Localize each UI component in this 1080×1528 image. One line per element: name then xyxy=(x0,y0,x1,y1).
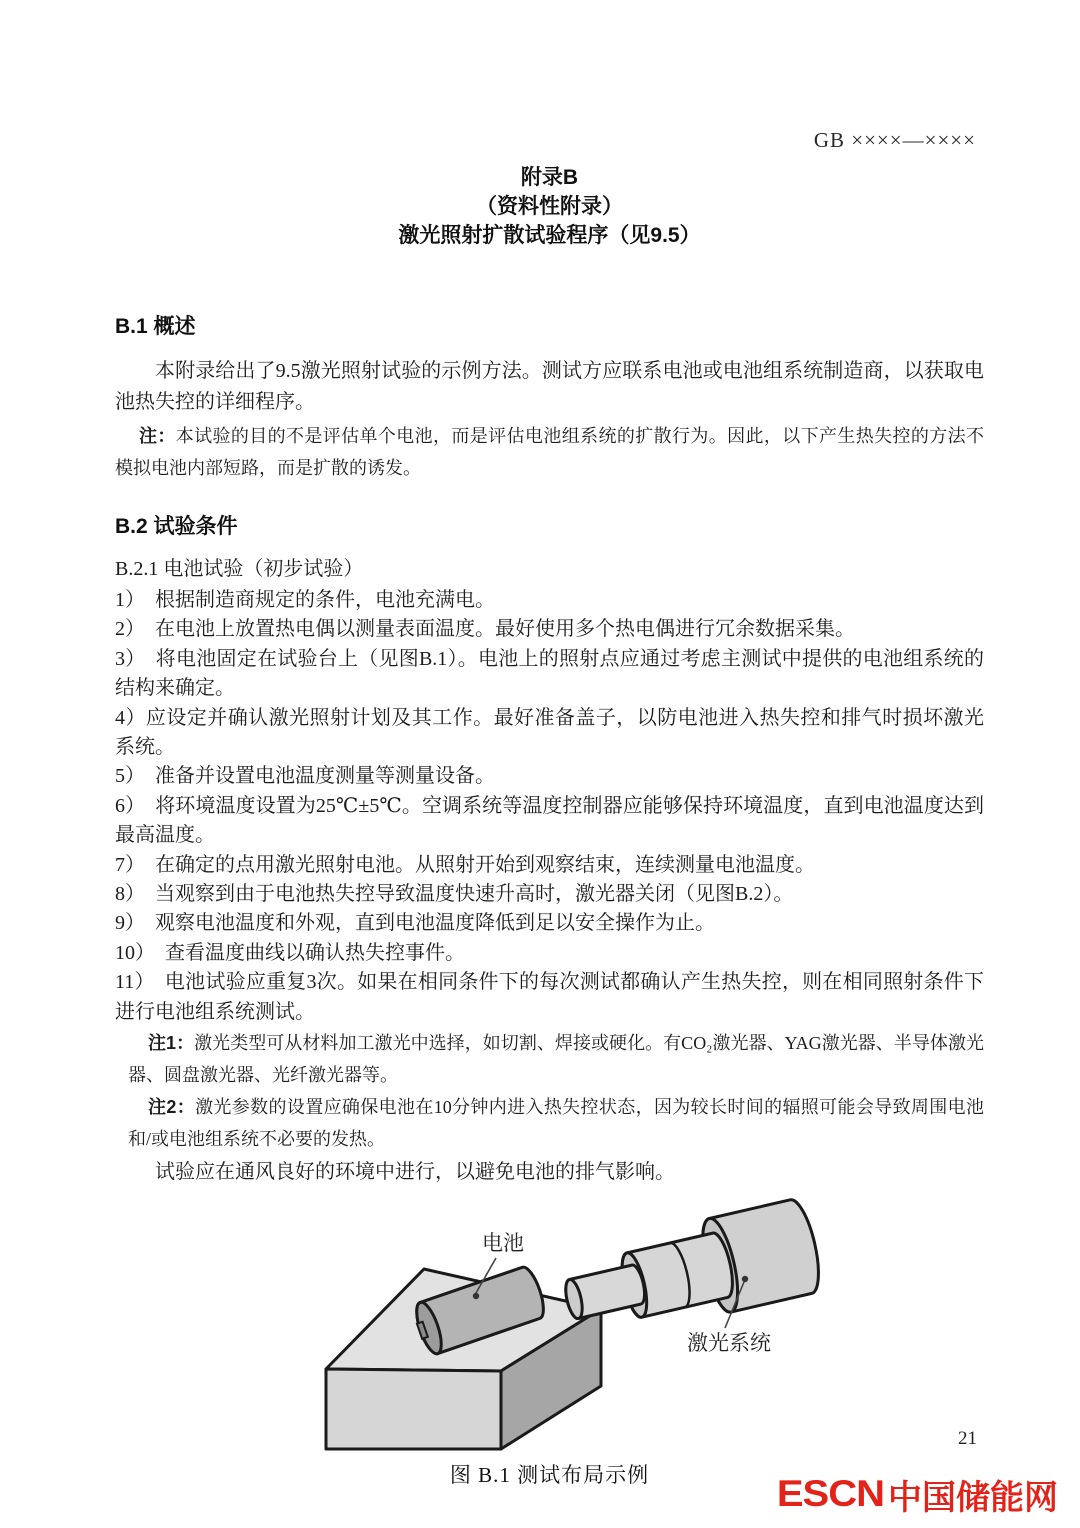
b1-paragraph: 本附录给出了9.5激光照射试验的示例方法。测试方应联系电池或电池组系统制造商，以获取电池热失控的详细程序。 xyxy=(115,360,984,413)
subheading-b21: B.2.1 电池试验（初步试验） xyxy=(115,558,364,580)
list-item: 9） 观察电池温度和外观，直到电池温度降低到足以安全操作为止。 xyxy=(115,912,715,935)
list-item: 11） 电池试验应重复3次。如果在相同条件下的每次测试都确认产生热失控，则在相同照射条件下进行电池组系统测试。 xyxy=(115,971,984,1023)
b1-note-label: 注： xyxy=(139,426,176,446)
list-item: 7） 在确定的点用激光照射电池。从照射开始到观察结束，连续测量电池温度。 xyxy=(115,853,815,876)
heading-b2: B.2 试验条件 xyxy=(115,515,238,538)
battery-label: 电池 xyxy=(481,1231,524,1256)
list-item: 1） 根据制造商规定的条件，电池充满电。 xyxy=(115,589,495,611)
escn-logo-latin: ESCN xyxy=(776,1473,884,1515)
list-item: 10） 查看温度曲线以确认热失控事件。 xyxy=(115,941,465,964)
test-layout-diagram xyxy=(311,1194,831,1452)
appendix-label: 附录B xyxy=(520,166,579,189)
procedure-list xyxy=(115,586,984,1027)
b1-note-text: 本试验的目的不是评估单个电池，而是评估电池组系统的扩散行为。因此，以下产生热失控的方法不模拟电池内部短路，而是扩散的诱发。 xyxy=(115,426,985,478)
laser-leader-dot xyxy=(741,1276,747,1282)
list-item: 3） 将电池固定在试验台上（见图B.1）。电池上的照射点应通过考虑主测试中提供的电池组系统的结构来确定。 xyxy=(115,647,984,700)
b2-note2 xyxy=(128,1091,984,1155)
list-item: 2） 在电池上放置热电偶以测量表面温度。最好使用多个热电偶进行冗余数据采集。 xyxy=(115,618,855,641)
b2-note1 xyxy=(128,1027,984,1091)
b2-note2-text: 激光参数的设置应确保电池在10分钟内进入热失控状态，因为较长时间的辐照可能会导致周围电池和/或电池组系统不必要的发热。 xyxy=(128,1097,984,1150)
closing-paragraph: 试验应在通风良好的环境中进行，以避免电池的排气影响。 xyxy=(155,1161,675,1184)
appendix-name: 激光照射扩散试验程序（见9.5） xyxy=(398,224,701,247)
list-item: 5） 准备并设置电池温度测量等测量设备。 xyxy=(115,765,495,788)
laser-label: 激光系统 xyxy=(686,1331,771,1356)
list-item: 8） 当观察到由于电池热失控导致温度快速升高时，激光器关闭（见图B.2）。 xyxy=(115,883,794,906)
b1-note xyxy=(115,420,984,484)
b2-note2-label: 注2： xyxy=(148,1097,196,1118)
escn-logo-cjk: 中国储能网 xyxy=(888,1479,1058,1517)
figure-b1 xyxy=(115,1194,984,1489)
appendix-title-block xyxy=(115,163,984,250)
b2-note1-label: 注1： xyxy=(148,1033,195,1054)
list-item: 6） 将环境温度设置为25℃±5℃。空调系统等温度控制器应能够保持环境温度，直到电池温度达到最高温度。 xyxy=(115,794,984,847)
page-number: 21 xyxy=(958,1428,977,1449)
escn-logo xyxy=(777,1470,1058,1519)
standard-code: GB ××××—×××× xyxy=(813,128,976,152)
list-item: 4）应设定并确认激光照射计划及其工作。最好准备盖子，以防电池进入热失控和排气时损坏激光系统。 xyxy=(115,706,984,759)
heading-b1: B.1 概述 xyxy=(115,315,196,338)
b2-note1-text: 激光类型可从材料加工激光中选择，如切割、焊接或硬化。有CO₂激光器、YAG激光器、半导体激光器、圆盘激光器、光纤激光器等。 xyxy=(128,1033,985,1086)
figure-caption: 图 B.1 测试布局示例 xyxy=(449,1463,650,1488)
appendix-kind: （资料性附录） xyxy=(476,195,623,218)
battery-leader-dot xyxy=(472,1293,478,1299)
